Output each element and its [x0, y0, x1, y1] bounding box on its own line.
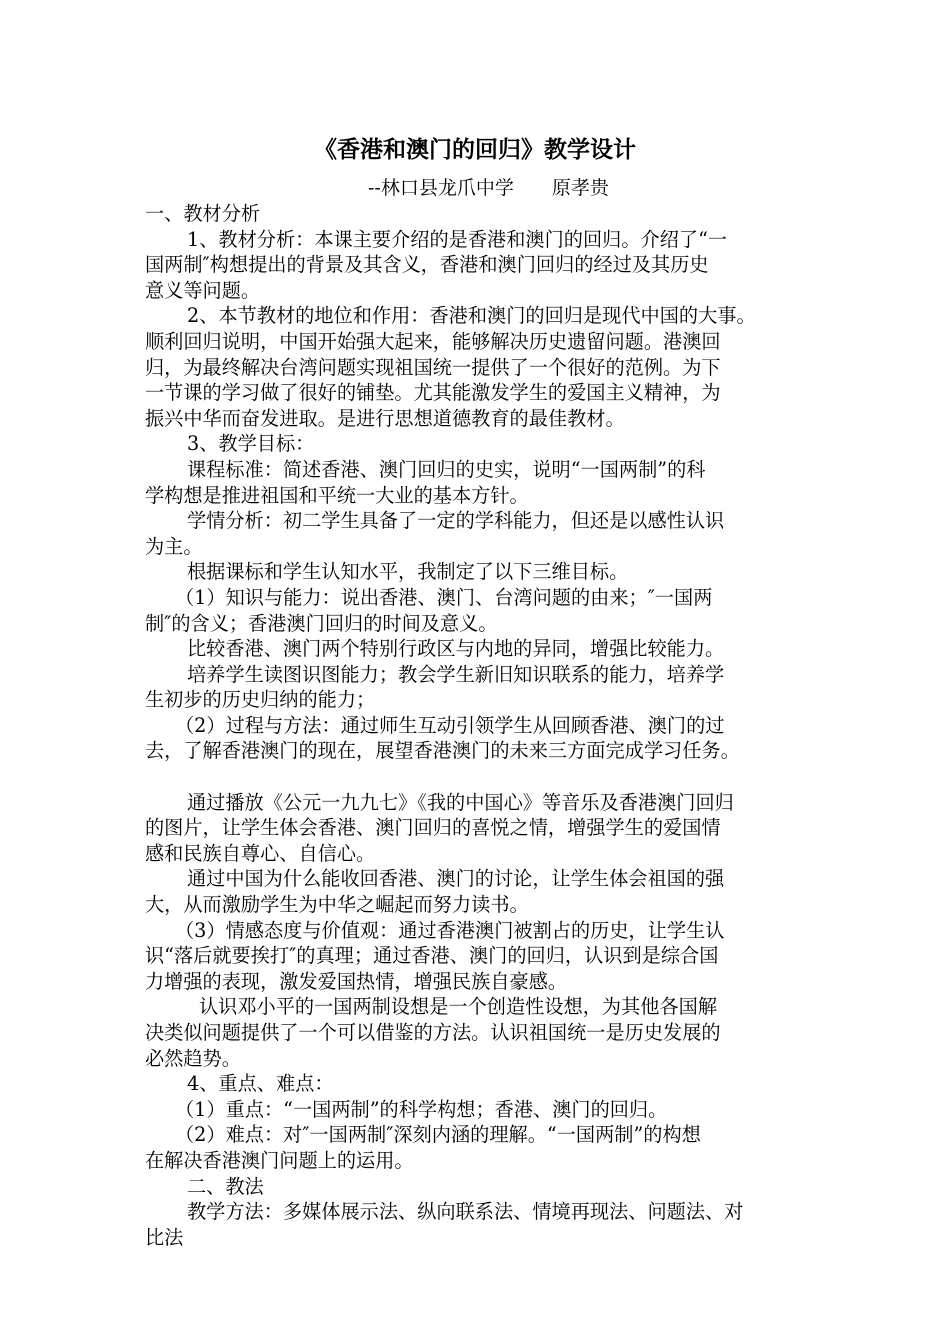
paragraph-line: 比法 — [145, 1225, 184, 1249]
paragraph-line: 教学方法：多媒体展示法、纵向联系法、情境再现法、问题法、对 — [187, 1200, 744, 1224]
document-subtitle — [368, 175, 609, 201]
paragraph-line: 必然趋势。 — [145, 1046, 241, 1070]
paragraph-line: 一节课的学习做了很好的铺垫。尤其能激发学生的爱国主义精神，为 — [145, 381, 721, 405]
paragraph-line: （2）过程与方法：通过师生互动引领学生从回顾香港、澳门的过 — [175, 713, 725, 737]
paragraph-line: 根据课标和学生认知水平，我制定了以下三维目标。 — [187, 560, 629, 584]
paragraph-line: 学情分析：初二学生具备了一定的学科能力，但还是以感性认识 — [187, 509, 725, 533]
subsection-heading: 3、教学目标： — [187, 432, 315, 456]
paragraph-line: 决类似问题提供了一个可以借鉴的方法。认识祖国统一是历史发展的 — [145, 1021, 721, 1044]
document-body — [145, 201, 805, 1250]
paragraph-line: 1、教材分析：本课主要介绍的是香港和澳门的回归。介绍了“一 — [187, 227, 728, 251]
paragraph-line: 振兴中华而奋发进取。是进行思想道德教育的最佳教材。 — [145, 406, 625, 430]
subsection-heading: 4、重点、难点： — [187, 1072, 334, 1096]
paragraph-line: 大，从而激励学生为中华之崛起而努力读书。 — [145, 893, 529, 917]
paragraph-line: 培养学生读图识图能力；教会学生新旧知识联系的能力，培养学 — [187, 662, 725, 686]
paragraph-line: 认识邓小平的一国两制设想是一个创造性设想，为其他各国解 — [199, 995, 718, 1019]
paragraph-line: 生初步的历史归纳的能力； — [145, 688, 376, 712]
paragraph-line: 在解决香港澳门问题上的运用。 — [145, 1148, 414, 1172]
paragraph-line: 力增强的表现，激发爱国热情，增强民族自豪感。 — [145, 969, 568, 993]
paragraph-line: 学构想是推进祖国和平统一大业的基本方针。 — [145, 483, 529, 507]
paragraph-line: 为主。 — [145, 534, 203, 558]
paragraph-line: （1）知识与能力：说出香港、澳门、台湾问题的由来；″一国两 — [175, 585, 713, 609]
paragraph-line: 的图片，让学生体会香港、澳门回归的喜悦之情，增强学生的爱国情 — [145, 816, 721, 840]
paragraph-line: 通过中国为什么能收回香港、澳门的讨论，让学生体会祖国的强 — [187, 867, 725, 891]
section-heading: 一、教材分析 — [145, 202, 261, 225]
paragraph-line: 去，了解香港澳门的现在，展望香港澳门的未来三方面完成学习任务。 — [145, 739, 740, 763]
document-title: 《香港和澳门的回归》教学设计 — [314, 137, 636, 163]
paragraph-line: 比较香港、澳门两个特别行政区与内地的异同，增强比较能力。 — [187, 637, 725, 661]
paragraph-line: （1）重点：“一国两制”的科学构想；香港、澳门的回归。 — [175, 1097, 668, 1121]
paragraph-line: 课程标准：简述香港、澳门回归的史实，说明“一国两制”的科 — [187, 457, 706, 481]
paragraph-line: （2）难点：对″一国两制″深刻内涵的理解。“一国两制”的构想 — [175, 1123, 701, 1147]
paragraph-line: 国两制″构想提出的背景及其含义，香港和澳门回归的经过及其历史 — [145, 253, 709, 277]
paragraph-line: （3）情感态度与价值观：通过香港澳门被割占的历史，让学生认 — [175, 918, 725, 942]
section-heading: 二、教法 — [187, 1174, 264, 1198]
blank-line — [145, 764, 805, 790]
paragraph-line: 感和民族自尊心、自信心。 — [145, 841, 376, 865]
author-name: 原孝贵 — [551, 177, 609, 199]
paragraph-line: 2、本节教材的地位和作用：香港和澳门的回归是现代中国的大事。 — [187, 304, 756, 328]
paragraph-line: 通过播放《公元一九九七》《我的中国心》等音乐及香港澳门回归 — [187, 790, 734, 814]
paragraph-line: 识“落后就要挨打″的真理；通过香港、澳门的回归，认识到是综合国 — [145, 944, 719, 968]
school-name: --林口县龙爪中学 — [368, 177, 514, 199]
paragraph-line: 意义等问题。 — [145, 278, 261, 302]
paragraph-line: 归，为最终解决台湾问题实现祖国统一提供了一个很好的范例。为下 — [145, 355, 721, 379]
paragraph-line: 顺利回归说明，中国开始强大起来，能够解决历史遗留问题。港澳回 — [145, 329, 721, 353]
paragraph-line: 制″的含义；香港澳门回归的时间及意义。 — [145, 611, 498, 635]
